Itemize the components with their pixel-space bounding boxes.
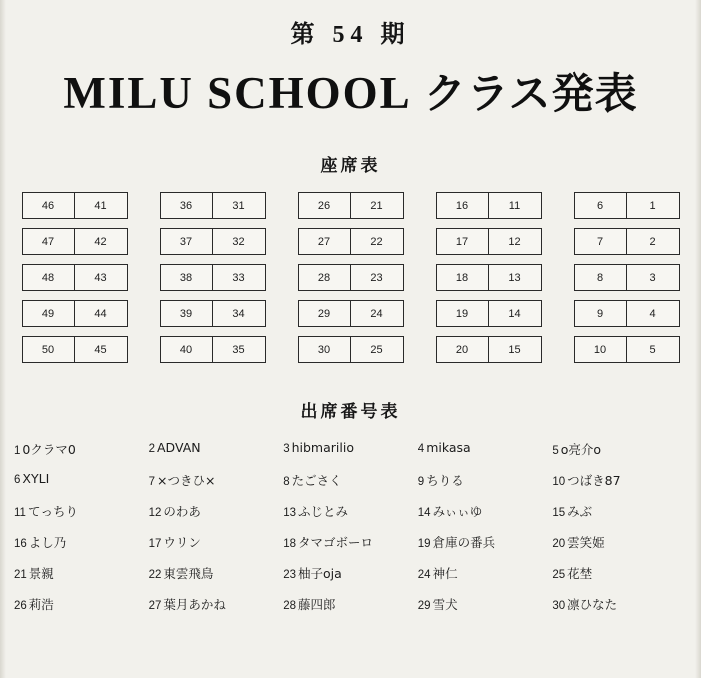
seat-number[interactable]: 50 [23,337,75,362]
seat-number[interactable]: 38 [161,265,213,290]
seat-pair [22,336,128,363]
seat-column [160,192,266,363]
roster-entry[interactable] [418,502,553,520]
roster-entry-number: 15 [552,507,566,519]
seat-pair [574,300,680,327]
seat-column [298,192,404,363]
seat-number[interactable]: 36 [161,193,213,218]
roster-entry[interactable] [283,533,418,551]
seat-pair [22,228,128,255]
roster-entry-number: 11 [14,507,26,519]
seat-number[interactable]: 43 [94,271,107,284]
seat-number[interactable]: 7 [575,229,627,254]
roster-entry-number: 12 [148,507,162,519]
roster-entry-name: のわあ [163,504,201,519]
seat-number[interactable]: 39 [161,301,213,326]
seat-number[interactable]: 26 [299,193,351,218]
roster-entry-number: 18 [283,538,296,550]
seat-number[interactable]: 37 [161,229,213,254]
seat-number[interactable]: 25 [370,343,383,356]
seat-number[interactable]: 35 [232,343,245,356]
roster-entry-number: 24 [417,569,431,581]
roster-entry[interactable] [418,595,553,613]
seat-number[interactable]: 19 [437,301,489,326]
roster-list [0,440,701,613]
seat-number[interactable]: 22 [370,235,383,248]
seat-pair [298,336,404,363]
roster-entry-number: 20 [552,538,566,550]
seat-number[interactable]: 46 [23,193,75,218]
roster-entry-name: 莉浩 [28,597,54,612]
roster-entry-number: 29 [417,600,431,612]
seat-number[interactable]: 10 [575,337,627,362]
seat-number[interactable]: 41 [94,199,107,212]
seat-number[interactable]: 24 [370,307,383,320]
seat-pair [436,264,542,291]
seat-number[interactable]: 17 [437,229,489,254]
seat-number[interactable]: 27 [299,229,351,254]
roster-entry-number: 14 [417,507,431,519]
seat-number[interactable]: 20 [437,337,489,362]
seat-pair [160,300,266,327]
seat-number[interactable]: 40 [161,337,213,362]
roster-row [14,533,687,551]
roster-entry-name: つばき87 [567,473,621,488]
page-title-jp: クラス発表 [423,69,638,118]
seat-number[interactable]: 45 [94,343,107,356]
roster-entry[interactable] [283,502,418,520]
roster-entry[interactable] [149,564,284,582]
seat-pair [436,192,542,219]
roster-entry-name: てっちり [27,504,78,519]
seat-column [22,192,128,363]
roster-entry-number: 16 [14,538,27,550]
seat-number[interactable]: 11 [508,199,521,212]
roster-entry-name: 凛ひなた [567,597,618,612]
roster-entry-name: 雪犬 [432,597,458,612]
roster-entry-number: 19 [417,538,431,550]
roster-entry-name: ADVAN [157,440,201,455]
roster-row [14,502,687,520]
roster-title: 出席番号表 [300,402,401,422]
roster-row [14,440,687,458]
roster-entry-name: 花埜 [567,566,593,581]
seat-number[interactable]: 14 [508,307,521,320]
roster-entry-name: 倉庫の番兵 [432,535,496,550]
seat-pair [436,228,542,255]
seat-number[interactable]: 15 [508,343,521,356]
roster-entry-name: タマゴボーロ [297,535,373,550]
seat-column [574,192,680,363]
roster-entry-name: 柚子oja [297,566,342,581]
roster-entry-name: よし乃 [28,535,67,550]
seat-number[interactable]: 5 [649,343,656,356]
roster-entry-name: 神仁 [432,566,458,581]
seat-number[interactable]: 2 [649,235,656,248]
seat-number[interactable]: 30 [299,337,351,362]
roster-entry[interactable] [552,502,687,520]
roster-entry-number: 30 [552,600,566,612]
roster-entry-name: 雲笑姫 [567,535,605,550]
seat-number[interactable]: 49 [23,301,75,326]
roster-entry-number: 28 [283,600,296,612]
seat-column [436,192,542,363]
seat-number[interactable]: 21 [370,199,383,212]
roster-entry-name: XYLI [22,471,50,486]
roster-entry[interactable] [418,533,553,551]
seat-pair [574,264,680,291]
roster-row [14,471,687,489]
roster-entry[interactable] [149,533,284,551]
seat-number[interactable]: 44 [94,307,107,320]
roster-row [14,564,687,582]
seat-number[interactable]: 29 [299,301,351,326]
roster-entry[interactable] [14,471,149,489]
seat-number[interactable]: 33 [232,271,245,284]
roster-entry-name: o亮介o [560,442,602,457]
roster-row [14,595,687,613]
seat-pair [160,192,266,219]
seat-number[interactable]: 13 [508,271,521,284]
seat-pair [22,300,128,327]
roster-entry-number: 4 [417,443,425,455]
roster-entry[interactable] [418,440,553,458]
roster-entry-name: mikasa [426,440,471,455]
roster-entry[interactable] [283,595,418,613]
seat-pair [436,300,542,327]
roster-entry-number: 1 [14,445,21,457]
seat-number[interactable]: 1 [649,199,656,212]
roster-entry[interactable] [149,595,284,613]
roster-entry[interactable] [283,471,418,489]
roster-entry-number: 10 [552,476,566,488]
roster-entry-name: みぶ [567,504,593,519]
roster-entry-number: 27 [148,600,162,612]
roster-entry-number: 5 [552,445,559,457]
roster-entry-name: たごさく [291,473,342,488]
seat-number[interactable]: 34 [232,307,245,320]
seat-pair [574,228,680,255]
seat-pair [574,336,680,363]
page-title-en: MILU SCHOOL [63,68,412,118]
seat-number[interactable]: 42 [94,235,107,248]
seat-chart [0,192,701,363]
roster-entry[interactable] [552,595,687,613]
seat-pair [160,228,266,255]
roster-entry-number: 6 [14,474,21,486]
roster-entry-name: ウリン [163,535,201,550]
roster-entry[interactable] [14,533,149,551]
roster-entry[interactable] [283,440,418,458]
roster-entry[interactable] [283,564,418,582]
seat-pair [160,336,266,363]
roster-entry-number: 25 [552,569,566,581]
roster-entry[interactable] [14,564,149,582]
roster-entry-name: 藤四郎 [297,597,336,612]
roster-entry[interactable] [552,564,687,582]
roster-entry-number: 26 [14,600,27,612]
seat-number[interactable]: 23 [370,271,383,284]
roster-entry-name: ふじとみ [297,504,348,519]
roster-entry[interactable] [552,440,687,458]
roster-entry[interactable] [552,471,687,489]
seat-number[interactable]: 18 [437,265,489,290]
roster-entry[interactable] [418,471,553,489]
roster-entry[interactable] [149,502,284,520]
seat-number[interactable]: 3 [649,271,656,284]
seat-number[interactable]: 28 [299,265,351,290]
roster-entry-number: 9 [417,476,425,488]
seat-pair [22,192,128,219]
page-title [0,61,701,121]
seat-number[interactable]: 48 [23,265,75,290]
seat-pair [436,336,542,363]
roster-entry-name: ×つきひ× [157,473,216,488]
roster-entry-name: 東雲飛鳥 [163,566,214,581]
roster-entry-name: ちりる [426,473,464,488]
seat-number[interactable]: 47 [23,229,75,254]
roster-entry[interactable] [149,471,284,489]
roster-entry-name: みぃぃゆ [432,504,483,519]
seat-number[interactable]: 4 [649,307,656,320]
seat-pair [298,192,404,219]
roster-entry[interactable] [14,595,149,613]
roster-entry-number: 17 [148,538,162,550]
roster-entry[interactable] [418,564,553,582]
roster-entry-name: hibmarilio [291,440,354,455]
seat-number[interactable]: 9 [575,301,627,326]
seat-number[interactable]: 16 [437,193,489,218]
roster-entry[interactable] [149,440,284,458]
roster-entry-number: 13 [283,507,296,519]
seat-pair [298,300,404,327]
seat-pair [22,264,128,291]
roster-entry-number: 21 [14,569,27,581]
seat-pair [298,228,404,255]
seat-number[interactable]: 8 [575,265,627,290]
roster-entry-number: 7 [148,476,155,488]
roster-entry-number: 2 [148,443,155,455]
seat-number[interactable]: 32 [232,235,245,248]
roster-entry-number: 8 [283,476,290,488]
roster-entry[interactable] [14,440,149,458]
roster-entry-name: 景親 [28,566,54,581]
roster-entry-number: 22 [148,569,162,581]
roster-entry-name: 葉月あかね [163,597,226,612]
seat-pair [160,264,266,291]
seat-pair [298,264,404,291]
roster-entry-name: 0クラマ0 [22,442,76,457]
seat-number[interactable]: 12 [508,235,521,248]
seat-pair [574,192,680,219]
roster-entry-number: 23 [283,569,296,581]
term-heading: 第 54 期 [290,22,411,48]
roster-entry[interactable] [552,533,687,551]
seat-number[interactable]: 6 [575,193,627,218]
seat-chart-title: 座席表 [320,156,381,176]
roster-entry[interactable] [14,502,149,520]
seat-number[interactable]: 31 [232,199,245,212]
roster-entry-number: 3 [283,443,290,455]
